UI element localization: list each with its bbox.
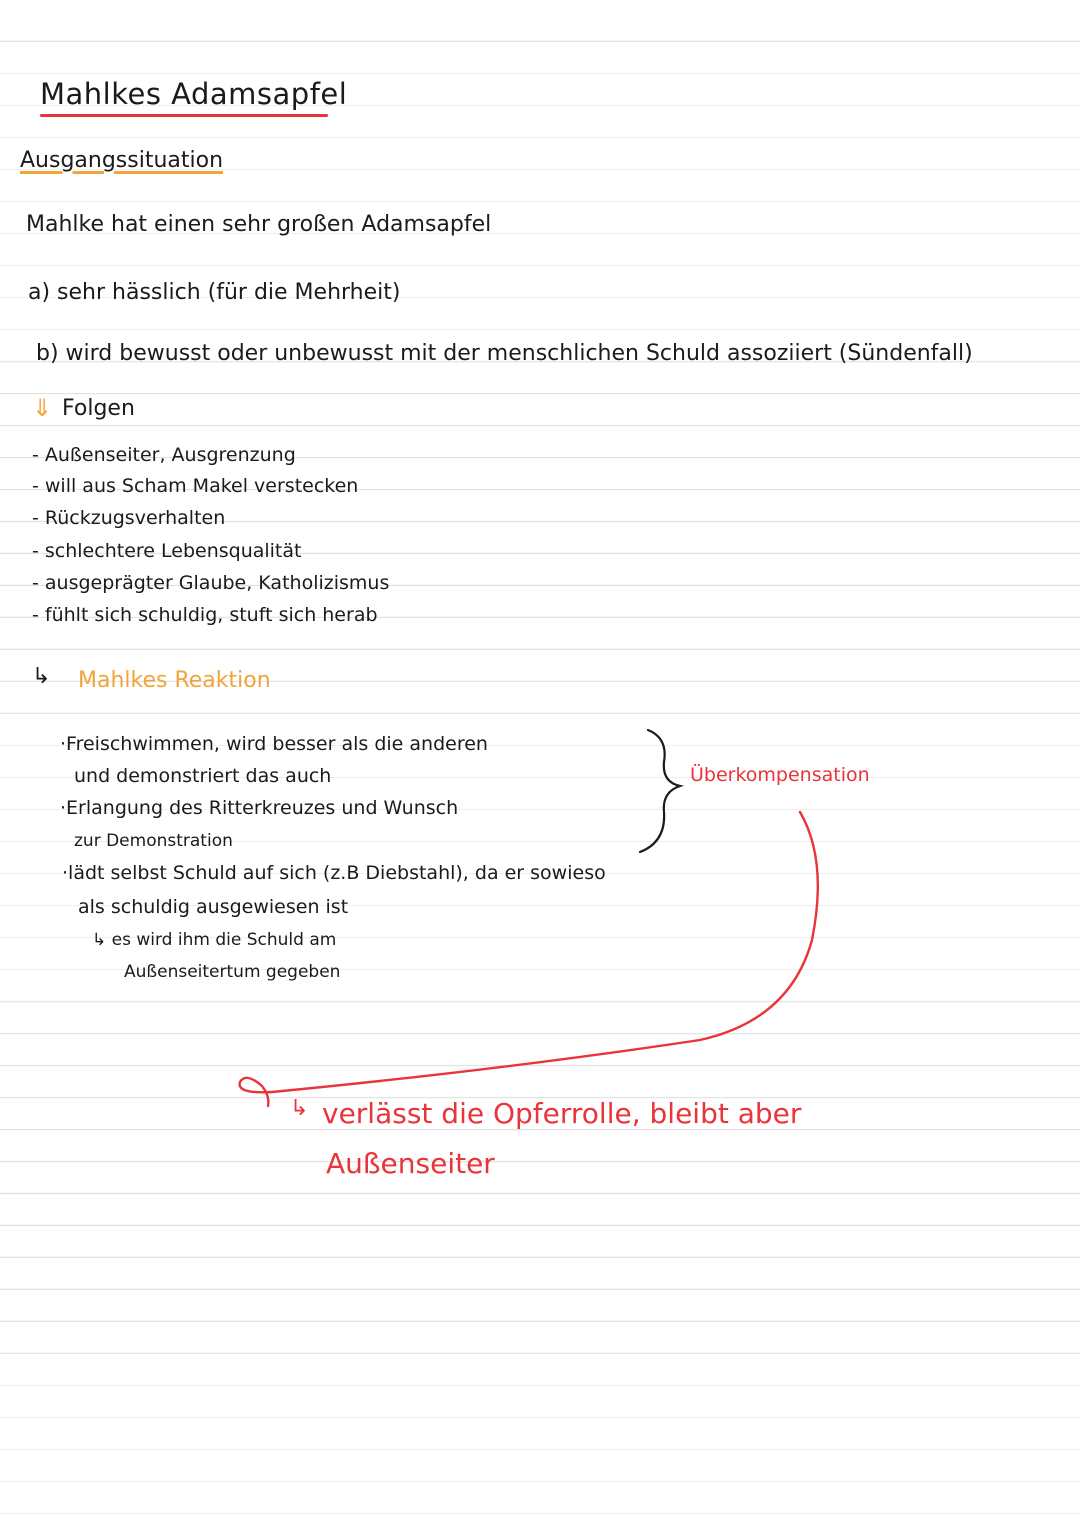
ueberkompensation-label: Überkompensation [690, 764, 870, 786]
folgen-label: Folgen [62, 396, 135, 421]
text-line-b: b) wird bewusst oder unbewusst mit der menschlichen Schuld assoziiert (Sündenfall) [36, 341, 973, 366]
reaktion-sub-line-2: Außenseitertum gegeben [124, 962, 341, 982]
conclusion-arrow-icon: ↳ [290, 1096, 309, 1121]
conclusion-line-1: verlässt die Opferrolle, bleibt aber [322, 1097, 802, 1130]
reaktion-heading: Mahlkes Reaktion [78, 668, 271, 693]
folgen-item-4: - schlechtere Lebensqualität [32, 540, 302, 562]
reaktion-point-2-line-2: zur Demonstration [74, 831, 233, 851]
reaktion-point-3-line-2: als schuldig ausgewiesen ist [78, 896, 349, 918]
curly-brace [640, 730, 680, 852]
reaktion-point-3-line-1: ·lädt selbst Schuld auf sich (z.B Diebstahl), da er sowieso [62, 862, 606, 884]
connector-arrow-loop [240, 1078, 272, 1106]
text-line-a: a) sehr hässlich (für die Mehrheit) [28, 280, 401, 305]
text-line-mahlke-adamsapfel: Mahlke hat einen sehr großen Adamsapfel [26, 212, 492, 237]
connector-arrow-line [272, 812, 818, 1092]
reaktion-point-1-line-2: und demonstriert das auch [74, 765, 332, 787]
reaktion-sub-line-1: ↳ es wird ihm die Schuld am [92, 930, 337, 950]
conclusion-line-2: Außenseiter [326, 1147, 495, 1180]
section-heading-ausgangssituation: Ausgangssituation [20, 148, 224, 173]
reaktion-point-1-line-1: ·Freischwimmen, wird besser als die anderen [60, 733, 488, 755]
folgen-item-6: - fühlt sich schuldig, stuft sich herab [32, 604, 378, 626]
page-title: Mahlkes Adamsapfel [40, 77, 348, 111]
return-arrow-icon: ↳ [32, 664, 51, 689]
folgen-item-3: - Rückzugsverhalten [32, 507, 226, 529]
folgen-item-5: - ausgeprägter Glaube, Katholizismus [32, 572, 390, 594]
folgen-item-1: - Außenseiter, Ausgrenzung [32, 444, 296, 466]
folgen-item-2: - will aus Scham Makel verstecken [32, 475, 359, 497]
reaktion-point-2-line-1: ·Erlangung des Ritterkreuzes und Wunsch [60, 797, 459, 819]
down-arrow-icon: ⇓ [32, 394, 53, 422]
